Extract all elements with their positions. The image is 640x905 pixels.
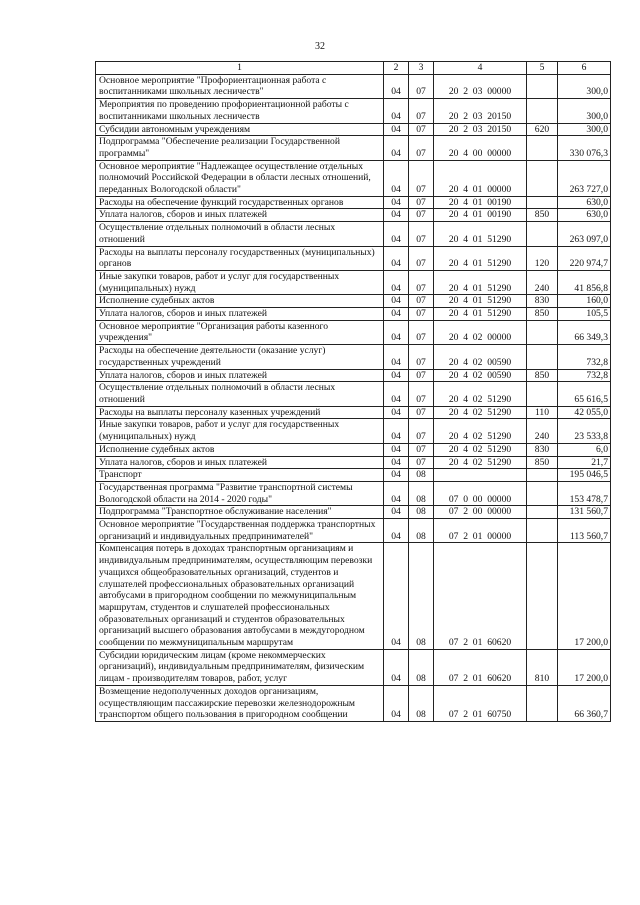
- amount: 21,7: [558, 456, 611, 469]
- table-row: [96, 136, 611, 160]
- row-name: Исполнение судебных актов: [96, 443, 384, 456]
- target-article-code: 07 2 01 60620: [434, 543, 527, 649]
- target-article-code: 07 2 01 00000: [434, 519, 527, 543]
- section-code: 04: [384, 295, 409, 308]
- subsection-code: 07: [409, 246, 434, 270]
- section-code: 04: [384, 543, 409, 649]
- target-article-code: 20 2 03 20150: [434, 99, 527, 123]
- amount: 160,0: [558, 295, 611, 308]
- column-header: 2: [384, 62, 409, 75]
- column-header: 4: [434, 62, 527, 75]
- amount: 732,8: [558, 369, 611, 382]
- section-code: 04: [384, 209, 409, 222]
- subsection-code: 07: [409, 136, 434, 160]
- target-article-code: 20 4 02 00590: [434, 369, 527, 382]
- amount: 300,0: [558, 74, 611, 98]
- section-code: 04: [384, 456, 409, 469]
- expense-type-code: [527, 345, 558, 369]
- target-article-code: 07 2 00 00000: [434, 506, 527, 519]
- expense-type-code: [527, 382, 558, 406]
- section-code: 04: [384, 196, 409, 209]
- row-name: Компенсация потерь в доходах транспортным организациям и индивидуальным предпринимателям, осуществляющим перевозки учащихся общеобразовательных организаций, студентов и слушателей профессиональных образовательных организаций автобусами в пригородном сообщении по межмуниципальным маршрутам, студентов и слушателей профессиональных образовательных организаций и студентов образовательных организаций высшего образования автобусами в междугородном сообщении по межмуниципальным маршрутам: [96, 543, 384, 649]
- row-name: Уплата налогов, сборов и иных платежей: [96, 369, 384, 382]
- subsection-code: 07: [409, 295, 434, 308]
- table-row: [96, 443, 611, 456]
- page-number: 32: [315, 41, 325, 52]
- row-name: Осуществление отдельных полномочий в области лесных отношений: [96, 382, 384, 406]
- expense-type-code: [527, 481, 558, 505]
- amount: 263 097,0: [558, 222, 611, 246]
- target-article-code: [434, 469, 527, 482]
- target-article-code: 07 0 00 00000: [434, 481, 527, 505]
- row-name: Подпрограмма "Транспортное обслуживание населения": [96, 506, 384, 519]
- table-row: [96, 685, 611, 721]
- expense-type-code: [527, 99, 558, 123]
- subsection-code: 07: [409, 406, 434, 419]
- expense-type-code: [527, 506, 558, 519]
- budget-table: [95, 61, 611, 722]
- amount: 630,0: [558, 209, 611, 222]
- amount: 131 560,7: [558, 506, 611, 519]
- table-row: [96, 406, 611, 419]
- subsection-code: 08: [409, 649, 434, 685]
- amount: 300,0: [558, 99, 611, 123]
- section-code: 04: [384, 99, 409, 123]
- amount: 153 478,7: [558, 481, 611, 505]
- expense-type-code: 850: [527, 209, 558, 222]
- table-row: [96, 649, 611, 685]
- amount: 65 616,5: [558, 382, 611, 406]
- table-row: [96, 345, 611, 369]
- target-article-code: 07 2 01 60750: [434, 685, 527, 721]
- expense-type-code: [527, 685, 558, 721]
- row-name: Подпрограмма "Обеспечение реализации Государственной программы": [96, 136, 384, 160]
- target-article-code: 20 4 01 00190: [434, 196, 527, 209]
- expense-type-code: [527, 196, 558, 209]
- table-row: [96, 469, 611, 482]
- row-name: Государственная программа "Развитие транспортной системы Вологодской области на 2014 - 2020 годы": [96, 481, 384, 505]
- subsection-code: 07: [409, 160, 434, 196]
- target-article-code: 20 4 02 51290: [434, 456, 527, 469]
- section-code: 04: [384, 649, 409, 685]
- target-article-code: 20 4 01 51290: [434, 246, 527, 270]
- table-header-row: [96, 62, 611, 75]
- table-row: [96, 543, 611, 649]
- subsection-code: 07: [409, 320, 434, 344]
- expense-type-code: [527, 160, 558, 196]
- row-name: Расходы на выплаты персоналу казенных учреждений: [96, 406, 384, 419]
- target-article-code: 20 4 02 51290: [434, 419, 527, 443]
- subsection-code: 07: [409, 345, 434, 369]
- amount: 330 076,3: [558, 136, 611, 160]
- table-row: [96, 123, 611, 136]
- subsection-code: 07: [409, 123, 434, 136]
- row-name: Мероприятия по проведению профориентационной работы с воспитанниками школьных лесничеств: [96, 99, 384, 123]
- expense-type-code: [527, 222, 558, 246]
- column-header: 5: [527, 62, 558, 75]
- subsection-code: 08: [409, 685, 434, 721]
- subsection-code: 07: [409, 456, 434, 469]
- target-article-code: 07 2 01 60620: [434, 649, 527, 685]
- row-name: Основное мероприятие "Надлежащее осуществление отдельных полномочий Российской Федерации в области лесных отношений, переданных Вологодской области": [96, 160, 384, 196]
- target-article-code: 20 4 02 00590: [434, 345, 527, 369]
- expense-type-code: [527, 136, 558, 160]
- section-code: 04: [384, 74, 409, 98]
- section-code: 04: [384, 320, 409, 344]
- section-code: 04: [384, 369, 409, 382]
- subsection-code: 07: [409, 196, 434, 209]
- amount: 6,0: [558, 443, 611, 456]
- target-article-code: 20 4 01 00190: [434, 209, 527, 222]
- amount: 17 200,0: [558, 543, 611, 649]
- row-name: Иные закупки товаров, работ и услуг для государственных (муниципальных) нужд: [96, 419, 384, 443]
- row-name: Уплата налогов, сборов и иных платежей: [96, 308, 384, 321]
- row-name: Субсидии юридическим лицам (кроме некоммерческих организаций), индивидуальным предпринимателям, физическим лицам - производителям товаров, работ, услуг: [96, 649, 384, 685]
- amount: 23 533,8: [558, 419, 611, 443]
- subsection-code: 07: [409, 308, 434, 321]
- subsection-code: 08: [409, 469, 434, 482]
- section-code: 04: [384, 270, 409, 294]
- expense-type-code: 850: [527, 369, 558, 382]
- target-article-code: 20 4 01 51290: [434, 222, 527, 246]
- subsection-code: 07: [409, 443, 434, 456]
- row-name: Исполнение судебных актов: [96, 295, 384, 308]
- subsection-code: 07: [409, 382, 434, 406]
- expense-type-code: [527, 519, 558, 543]
- section-code: 04: [384, 519, 409, 543]
- section-code: 04: [384, 469, 409, 482]
- table-row: [96, 419, 611, 443]
- row-name: Расходы на обеспечение функций государственных органов: [96, 196, 384, 209]
- subsection-code: 08: [409, 519, 434, 543]
- subsection-code: 07: [409, 74, 434, 98]
- amount: 630,0: [558, 196, 611, 209]
- amount: 105,5: [558, 308, 611, 321]
- column-header: 1: [96, 62, 384, 75]
- subsection-code: 08: [409, 506, 434, 519]
- expense-type-code: [527, 469, 558, 482]
- expense-type-code: 240: [527, 419, 558, 443]
- section-code: 04: [384, 246, 409, 270]
- expense-type-code: [527, 320, 558, 344]
- target-article-code: 20 4 01 51290: [434, 270, 527, 294]
- column-header: 3: [409, 62, 434, 75]
- section-code: 04: [384, 443, 409, 456]
- expense-type-code: 830: [527, 295, 558, 308]
- table-row: [96, 74, 611, 98]
- row-name: Расходы на обеспечение деятельности (оказание услуг) государственных учреждений: [96, 345, 384, 369]
- amount: 263 727,0: [558, 160, 611, 196]
- table-row: [96, 506, 611, 519]
- amount: 41 856,8: [558, 270, 611, 294]
- table-row: [96, 160, 611, 196]
- amount: 300,0: [558, 123, 611, 136]
- section-code: 04: [384, 419, 409, 443]
- table-row: [96, 222, 611, 246]
- subsection-code: 07: [409, 99, 434, 123]
- table-row: [96, 246, 611, 270]
- target-article-code: 20 4 01 00000: [434, 160, 527, 196]
- section-code: 04: [384, 123, 409, 136]
- table-row: [96, 481, 611, 505]
- row-name: Осуществление отдельных полномочий в области лесных отношений: [96, 222, 384, 246]
- table-row: [96, 295, 611, 308]
- section-code: 04: [384, 685, 409, 721]
- expense-type-code: [527, 74, 558, 98]
- target-article-code: 20 2 03 20150: [434, 123, 527, 136]
- table-row: [96, 196, 611, 209]
- section-code: 04: [384, 308, 409, 321]
- amount: 17 200,0: [558, 649, 611, 685]
- table-row: [96, 308, 611, 321]
- amount: 220 974,7: [558, 246, 611, 270]
- table-row: [96, 369, 611, 382]
- column-header: 6: [558, 62, 611, 75]
- amount: 42 055,0: [558, 406, 611, 419]
- target-article-code: 20 4 01 51290: [434, 295, 527, 308]
- expense-type-code: 810: [527, 649, 558, 685]
- subsection-code: 07: [409, 369, 434, 382]
- table-row: [96, 519, 611, 543]
- row-name: Уплата налогов, сборов и иных платежей: [96, 456, 384, 469]
- target-article-code: 20 4 01 51290: [434, 308, 527, 321]
- section-code: 04: [384, 481, 409, 505]
- row-name: Расходы на выплаты персоналу государственных (муниципальных) органов: [96, 246, 384, 270]
- row-name: Основное мероприятие "Государственная поддержка транспортных организаций и индивидуальных предпринимателей": [96, 519, 384, 543]
- section-code: 04: [384, 160, 409, 196]
- subsection-code: 08: [409, 543, 434, 649]
- expense-type-code: [527, 543, 558, 649]
- amount: 732,8: [558, 345, 611, 369]
- target-article-code: 20 4 00 00000: [434, 136, 527, 160]
- target-article-code: 20 4 02 51290: [434, 382, 527, 406]
- expense-type-code: 620: [527, 123, 558, 136]
- amount: 113 560,7: [558, 519, 611, 543]
- row-name: Иные закупки товаров, работ и услуг для государственных (муниципальных) нужд: [96, 270, 384, 294]
- target-article-code: 20 4 02 51290: [434, 443, 527, 456]
- amount: 66 349,3: [558, 320, 611, 344]
- expense-type-code: 120: [527, 246, 558, 270]
- target-article-code: 20 2 03 00000: [434, 74, 527, 98]
- target-article-code: 20 4 02 00000: [434, 320, 527, 344]
- row-name: Субсидии автономным учреждениям: [96, 123, 384, 136]
- table-row: [96, 209, 611, 222]
- expense-type-code: 110: [527, 406, 558, 419]
- section-code: 04: [384, 345, 409, 369]
- expense-type-code: 850: [527, 456, 558, 469]
- table-row: [96, 99, 611, 123]
- target-article-code: 20 4 02 51290: [434, 406, 527, 419]
- expense-type-code: 850: [527, 308, 558, 321]
- subsection-code: 07: [409, 419, 434, 443]
- section-code: 04: [384, 222, 409, 246]
- amount: 195 046,5: [558, 469, 611, 482]
- row-name: Основное мероприятие "Профориентационная работа с воспитанниками школьных лесничеств": [96, 74, 384, 98]
- section-code: 04: [384, 406, 409, 419]
- table-row: [96, 270, 611, 294]
- subsection-code: 07: [409, 209, 434, 222]
- subsection-code: 08: [409, 481, 434, 505]
- expense-type-code: 240: [527, 270, 558, 294]
- section-code: 04: [384, 382, 409, 406]
- row-name: Уплата налогов, сборов и иных платежей: [96, 209, 384, 222]
- expense-type-code: 830: [527, 443, 558, 456]
- table-row: [96, 456, 611, 469]
- row-name: Транспорт: [96, 469, 384, 482]
- row-name: Возмещение недополученных доходов организациям, осуществляющим пассажирские перевозки железнодорожным транспортом общего пользования в пригородном сообщении: [96, 685, 384, 721]
- subsection-code: 07: [409, 222, 434, 246]
- row-name: Основное мероприятие "Организация работы казенного учреждения": [96, 320, 384, 344]
- section-code: 04: [384, 136, 409, 160]
- subsection-code: 07: [409, 270, 434, 294]
- amount: 66 360,7: [558, 685, 611, 721]
- section-code: 04: [384, 506, 409, 519]
- table-row: [96, 320, 611, 344]
- table-row: [96, 382, 611, 406]
